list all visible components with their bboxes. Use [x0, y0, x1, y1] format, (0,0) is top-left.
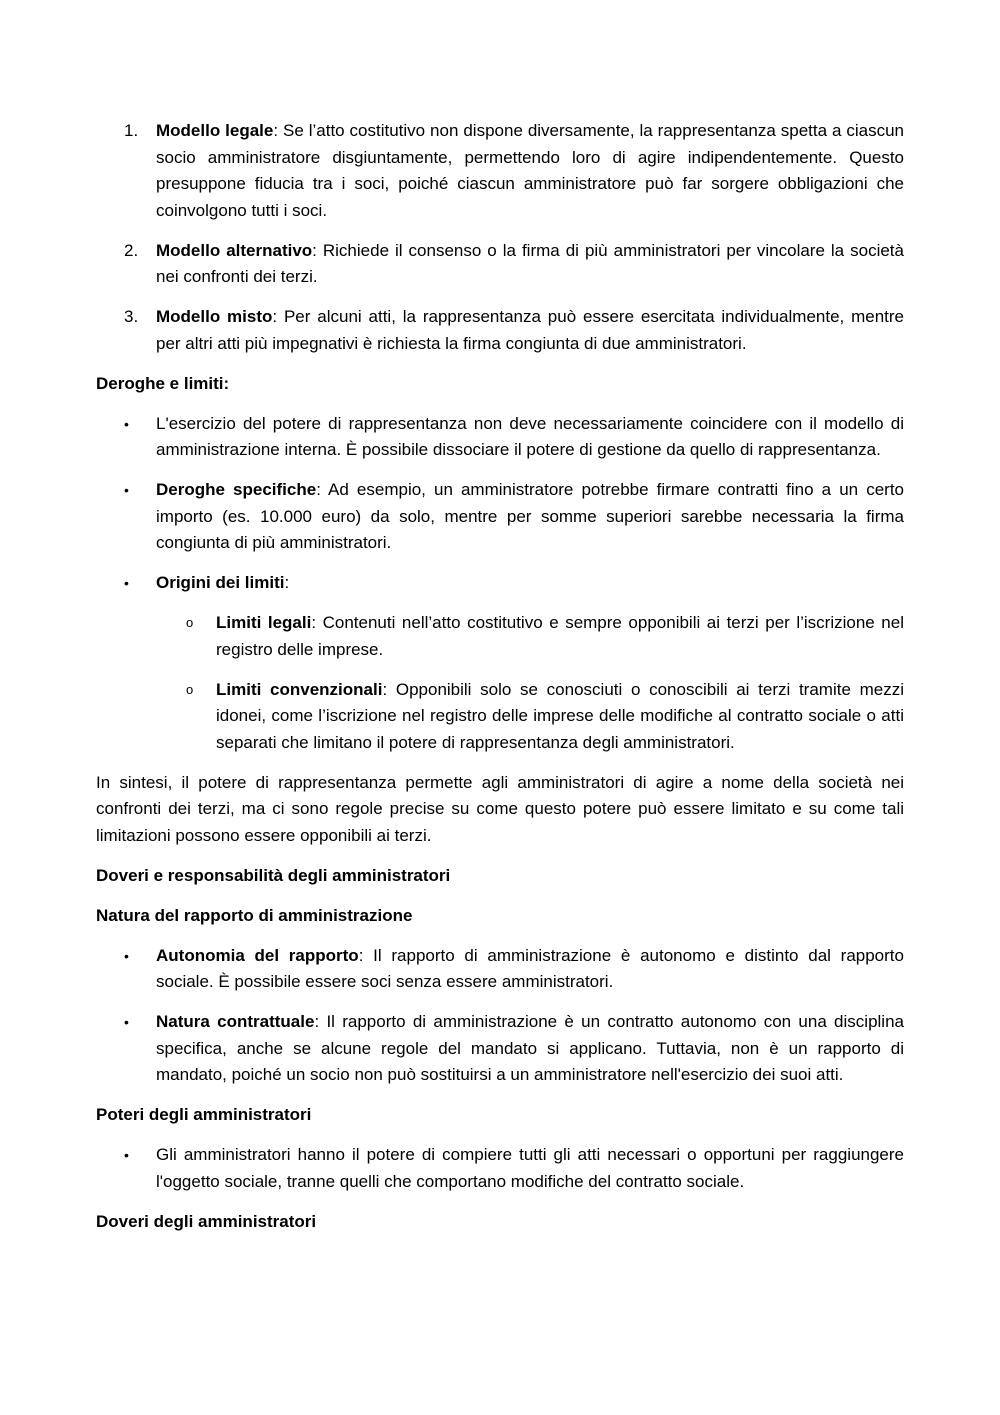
list-item	[96, 1142, 904, 1195]
item-text: : Contenuti nell’atto costitutivo e sempre opponibili ai terzi per l’iscrizione nel registro delle imprese.	[216, 613, 904, 659]
item-text: : Opponibili solo se conosciuti o conoscibili ai terzi tramite mezzi idonei, come l’iscrizione nel registro delle imprese delle modifiche al contratto sociale o atti separati che limitano il potere di rappresentanza degli amministratori.	[216, 679, 904, 752]
section-heading: Doveri degli amministratori	[96, 1211, 317, 1231]
list-item	[96, 411, 904, 464]
item-title: Limiti legali	[216, 613, 312, 632]
list-item	[96, 477, 904, 557]
item-title: Modello legale	[156, 121, 274, 140]
list-number: 1.	[124, 121, 139, 140]
list-number: 2.	[124, 240, 139, 260]
sub-list-item	[96, 677, 904, 757]
section-heading: Deroghe e limiti:	[96, 373, 230, 393]
list-item	[96, 304, 904, 357]
section-heading: Doveri e responsabilità degli amministratori	[96, 865, 451, 885]
circle-bullet-icon: o	[186, 681, 194, 697]
item-title: Deroghe specifiche	[156, 480, 317, 499]
bullet-icon: •	[124, 482, 129, 498]
bullet-icon: •	[124, 1147, 129, 1163]
list-item	[96, 238, 904, 291]
item-title: Modello misto	[156, 307, 273, 326]
bullet-icon: •	[124, 1014, 129, 1030]
list-item	[96, 118, 904, 224]
list-item	[96, 943, 904, 996]
item-title: Autonomia del rapporto	[156, 945, 359, 965]
item-title: Origini dei limiti	[156, 573, 285, 592]
item-text: : Per alcuni atti, la rappresentanza può essere esercitata individualmente, mentre per altri atti più impegnativi è richiesta la firma congiunta di due amministratori.	[156, 307, 905, 353]
section-heading: Poteri degli amministratori	[96, 1105, 312, 1124]
list-item	[96, 1009, 904, 1089]
summary-paragraph: In sintesi, il potere di rappresentanza permette agli amministratori di agire a nome della società nei confronti dei terzi, ma ci sono regole precise su come questo potere può essere limitato e su come tali limitazioni possono essere opponibili ai terzi.	[96, 772, 904, 845]
item-text: : Ad esempio, un amministratore potrebbe firmare contratti fino a un certo importo (es. 10.000 euro) da solo, mentre per somme superiori sarebbe necessaria la firma congiunta di più amministratori.	[156, 480, 904, 552]
sub-list-item	[96, 610, 904, 663]
item-text: : Richiede il consenso o la firma di più amministratori per vincolare la società nei confronti dei terzi.	[156, 240, 904, 286]
bullet-icon: •	[124, 415, 129, 432]
item-title: Limiti convenzionali	[216, 679, 383, 699]
item-text: Gli amministratori hanno il potere di compiere tutti gli atti necessari o opportuni per raggiungere l'oggetto sociale, tranne quelli che comportano modifiche del contratto sociale.	[156, 1145, 904, 1191]
list-number: 3.	[124, 307, 139, 326]
item-text: L'esercizio del potere di rappresentanza non deve necessariamente coincidere con il modello di amministrazione interna. È possibile dissociare il potere di gestione da quello di rappresentanza.	[156, 413, 904, 459]
list-item	[96, 570, 904, 597]
item-text: : Il rapporto di amministrazione è un contratto autonomo con una disciplina specifica, anche se alcune regole del mandato si applicano. Tuttavia, non è un rapporto di mandato, poiché un socio non può sostituirsi a un amministratore nell'esercizio dei suoi atti.	[156, 1012, 904, 1084]
item-title: Modello alternativo	[156, 240, 313, 260]
section-heading: Natura del rapporto di amministrazione	[96, 905, 413, 925]
item-text: :	[284, 573, 290, 592]
circle-bullet-icon: o	[186, 615, 194, 630]
bullet-icon: •	[124, 575, 129, 591]
item-text: : Il rapporto di amministrazione è autonomo e distinto dal rapporto sociale. È possibile essere soci senza essere amministratori.	[156, 945, 904, 991]
item-text: : Se l’atto costitutivo non dispone diversamente, la rappresentanza spetta a ciascun socio amministratore disgiuntamente, permettendo loro di agire indipendentemente. Questo presuppone fiducia tra i soci, poiché ciascun amministratore può far sorgere obbligazioni che coinvolgono tutti i soci.	[156, 121, 904, 220]
item-title: Natura contrattuale	[156, 1012, 315, 1031]
bullet-icon: •	[124, 947, 129, 964]
